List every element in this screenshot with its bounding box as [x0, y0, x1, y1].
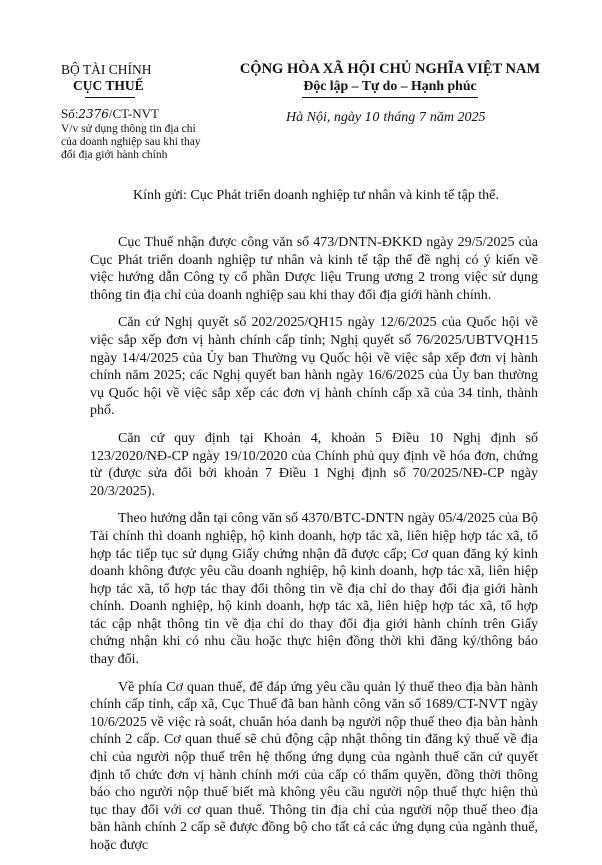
- handwritten-number: 2376: [78, 107, 109, 121]
- letter-body: [90, 234, 538, 865]
- country-name: CỘNG HÒA XÃ HỘI CHỦ NGHĨA VIỆT NAM: [239, 61, 541, 77]
- ministry-name: BỘ TÀI CHÍNH: [61, 62, 152, 77]
- document-number: [61, 106, 159, 122]
- date-month-label: tháng: [383, 110, 416, 125]
- date-place: Hà Nội, ngày: [286, 110, 362, 125]
- national-motto: Độc lập – Tự do – Hạnh phúc: [303, 78, 477, 93]
- department-underline: [85, 97, 135, 98]
- body-paragraph: Căn cứ Nghị quyết số 202/2025/QH15 ngày 12/6/2025 của Quốc hội về việc sắp xếp đơn vị hành chính cấp tỉnh; Nghị quyết số 76/2025/UBTVQH15 ngày 14/4/2025 của Ủy ban Thường vụ Quốc hội về việc sắp xếp đơn vị hành chính năm 2025; các Nghị quyết ban hành ngày 16/6/2025 của Ủy ban thường vụ Quốc hội về việc sắp xếp các đơn vị hành chính cấp xã của 34 tỉnh, thành phố.: [90, 315, 538, 419]
- subject-line: của doanh nghiệp sau khi thay: [61, 136, 201, 148]
- number-suffix: /CT-NVT: [108, 106, 159, 121]
- date-month: 7: [418, 110, 427, 124]
- recipient-line: Kính gửi: Cục Phát triển doanh nghiệp tư nhân và kinh tế tập thể.: [133, 188, 499, 203]
- motto-underline: [302, 97, 478, 98]
- subject-block: [61, 123, 201, 162]
- body-paragraph: Về phía Cơ quan thuế, để đáp ứng yêu cầu quản lý thuế theo địa bàn hành chính cấp tỉnh, cấp xã, Cục Thuế đã ban hành công văn số 1689/CT-NVT ngày 10/6/2025 về việc rà soát, chuẩn hóa danh bạ người nộp thuế theo địa bàn hành chính 2 cấp. Cơ quan thuế sẽ chủ động cập nhật thông tin đăng ký thuế về địa chỉ của người nộp thuế trên hệ thống ứng dụng của ngành thuế căn cứ quyết định tổ chức đơn vị hành chính mới của cấp có thẩm quyền, đồng thời thông báo cho người nộp thuế biết mà không yêu cầu người nộp thuế thực hiện thủ tục thay đổi với cơ quan thuế. Thông tin địa chỉ của người nộp thuế theo địa bàn hành chính 2 cấp sẽ được đồng bộ cho tất cả các ứng dụng của ngành thuế, hoặc được: [90, 679, 538, 853]
- subject-line: đổi địa giới hành chính: [61, 149, 168, 161]
- issue-date: [286, 110, 486, 126]
- date-year: năm 2025: [429, 110, 486, 125]
- body-paragraph: Cục Thuế nhận được công văn số 473/DNTN-ĐKKD ngày 29/5/2025 của Cục Phát triển doanh nghiệp tư nhân và kinh tế tập thể đề nghị có ý kiến về việc hướng dẫn Công ty cổ phần Dược liệu Trung ương 2 trong việc sử dụng thông tin địa chỉ của doanh nghiệp sau khi thay đổi địa giới hành chính.: [90, 235, 538, 303]
- number-prefix: Số:: [61, 106, 79, 121]
- body-paragraph: Căn cứ quy định tại Khoản 4, khoản 5 Điều 10 Nghị định số 123/2020/NĐ-CP ngày 19/10/2020 của Chính phủ quy định về hóa đơn, chứng từ (được sửa đổi bởi khoản 7 Điều 1 Nghị định số 70/2025/NĐ-CP ngày 20/3/2025).: [90, 430, 538, 499]
- subject-line: V/v sử dụng thông tin địa chỉ: [61, 123, 196, 135]
- department-name: CỤC THUẾ: [73, 78, 144, 93]
- date-day: 10: [364, 110, 380, 124]
- body-paragraph: Theo hướng dẫn tại công văn số 4370/BTC-DNTN ngày 05/4/2025 của Bộ Tài chính thì doanh nghiệp, hộ kinh doanh, hợp tác xã, liên hiệp hợp tác xã, tổ hợp tác tiếp tục sử dụng Giấy chứng nhận đã được cấp; Cơ quan đăng ký kinh doanh không được yêu cầu doanh nghiệp, hộ kinh doanh, hợp tác xã, liên hiệp hợp tác xã, tổ hợp tác thay đổi thông tin về địa chỉ do thay đổi địa giới hành chính. Doanh nghiệp, hộ kinh doanh, hợp tác xã, liên hiệp hợp tác xã, tổ hợp tác cập nhật thông tin về địa chỉ do thay đổi địa giới hành chính trên Giấy chứng nhận khi có nhu cầu hoặc thực hiện đồng thời khi đăng ký/thông báo thay đổi.: [90, 511, 538, 668]
